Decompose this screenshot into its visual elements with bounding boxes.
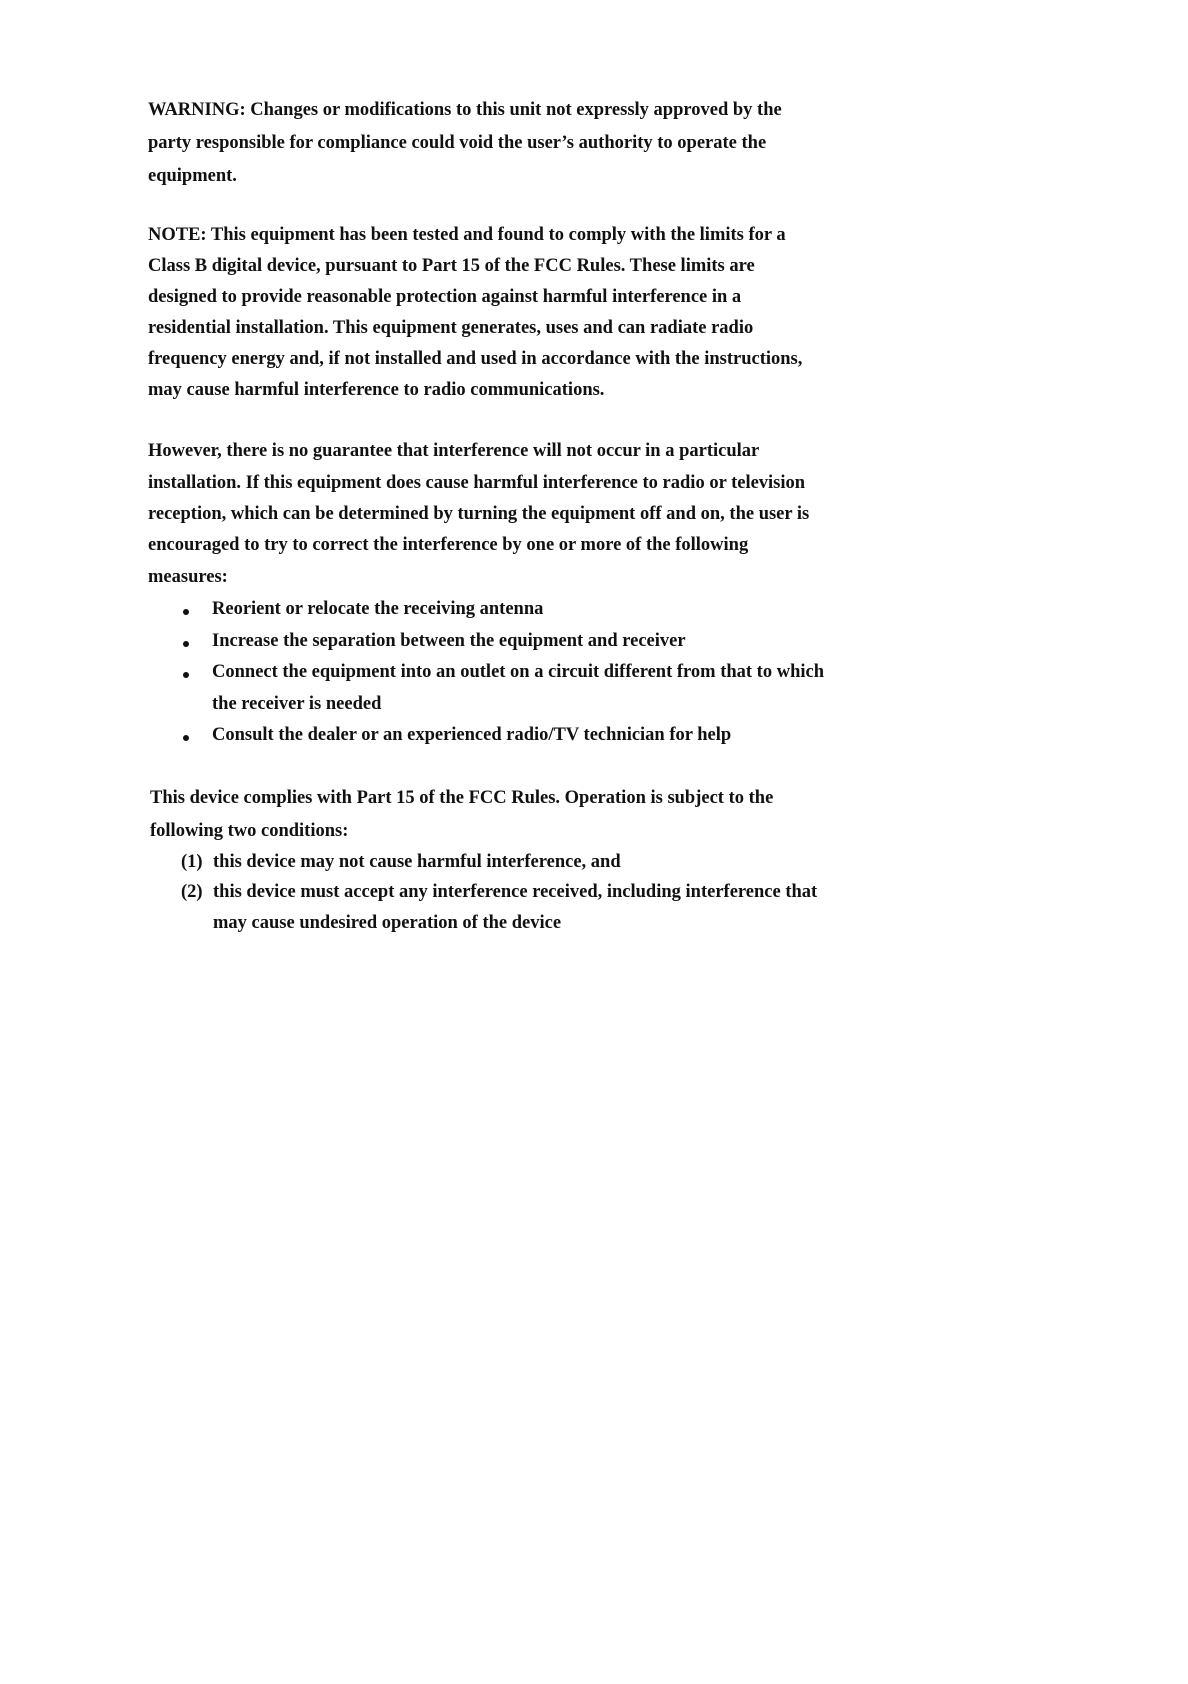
text-line: following two conditions: [150, 821, 349, 841]
text-line: However, there is no guarantee that interference will not occur in a particular [148, 441, 760, 461]
bullet-icon [183, 641, 189, 647]
list-item: Connect the equipment into an outlet on a circuit different from that to which [212, 662, 825, 682]
list-item: Consult the dealer or an experienced radio/TV technician for help [212, 725, 732, 745]
text-line: Class B digital device, pursuant to Part 15 of the FCC Rules. These limits are [148, 256, 755, 276]
text-line: WARNING: Changes or modifications to this unit not expressly approved by the [148, 100, 782, 120]
condition-text: this device may not cause harmful interference, and [213, 852, 621, 872]
condition-text: may cause undesired operation of the device [213, 913, 562, 933]
condition-number: (1) [181, 852, 203, 872]
text-line: reception, which can be determined by turning the equipment off and on, the user is [148, 504, 810, 524]
list-item-continuation: the receiver is needed [212, 694, 382, 714]
text-line: party responsible for compliance could void the user’s authority to operate the [148, 133, 767, 153]
bullet-icon [183, 609, 189, 615]
text-line: This device complies with Part 15 of the FCC Rules. Operation is subject to the [150, 788, 774, 808]
text-line: measures: [148, 567, 228, 587]
list-item: Reorient or relocate the receiving antenna [212, 599, 544, 619]
text-line: equipment. [148, 166, 237, 186]
text-line: installation. If this equipment does cause harmful interference to radio or television [148, 473, 806, 493]
text-line: NOTE: This equipment has been tested and found to comply with the limits for a [148, 225, 786, 245]
text-line: residential installation. This equipment generates, uses and can radiate radio [148, 318, 754, 338]
bullet-icon [183, 672, 189, 678]
text-line: designed to provide reasonable protection against harmful interference in a [148, 287, 742, 307]
text-line: may cause harmful interference to radio communications. [148, 380, 605, 400]
bullet-icon [183, 735, 189, 741]
list-item: Increase the separation between the equipment and receiver [212, 631, 686, 651]
text-line: encouraged to try to correct the interference by one or more of the following [148, 535, 749, 555]
condition-text: this device must accept any interference received, including interference that [213, 882, 818, 902]
condition-number: (2) [181, 882, 203, 902]
text-line: frequency energy and, if not installed and used in accordance with the instructions, [148, 349, 803, 369]
